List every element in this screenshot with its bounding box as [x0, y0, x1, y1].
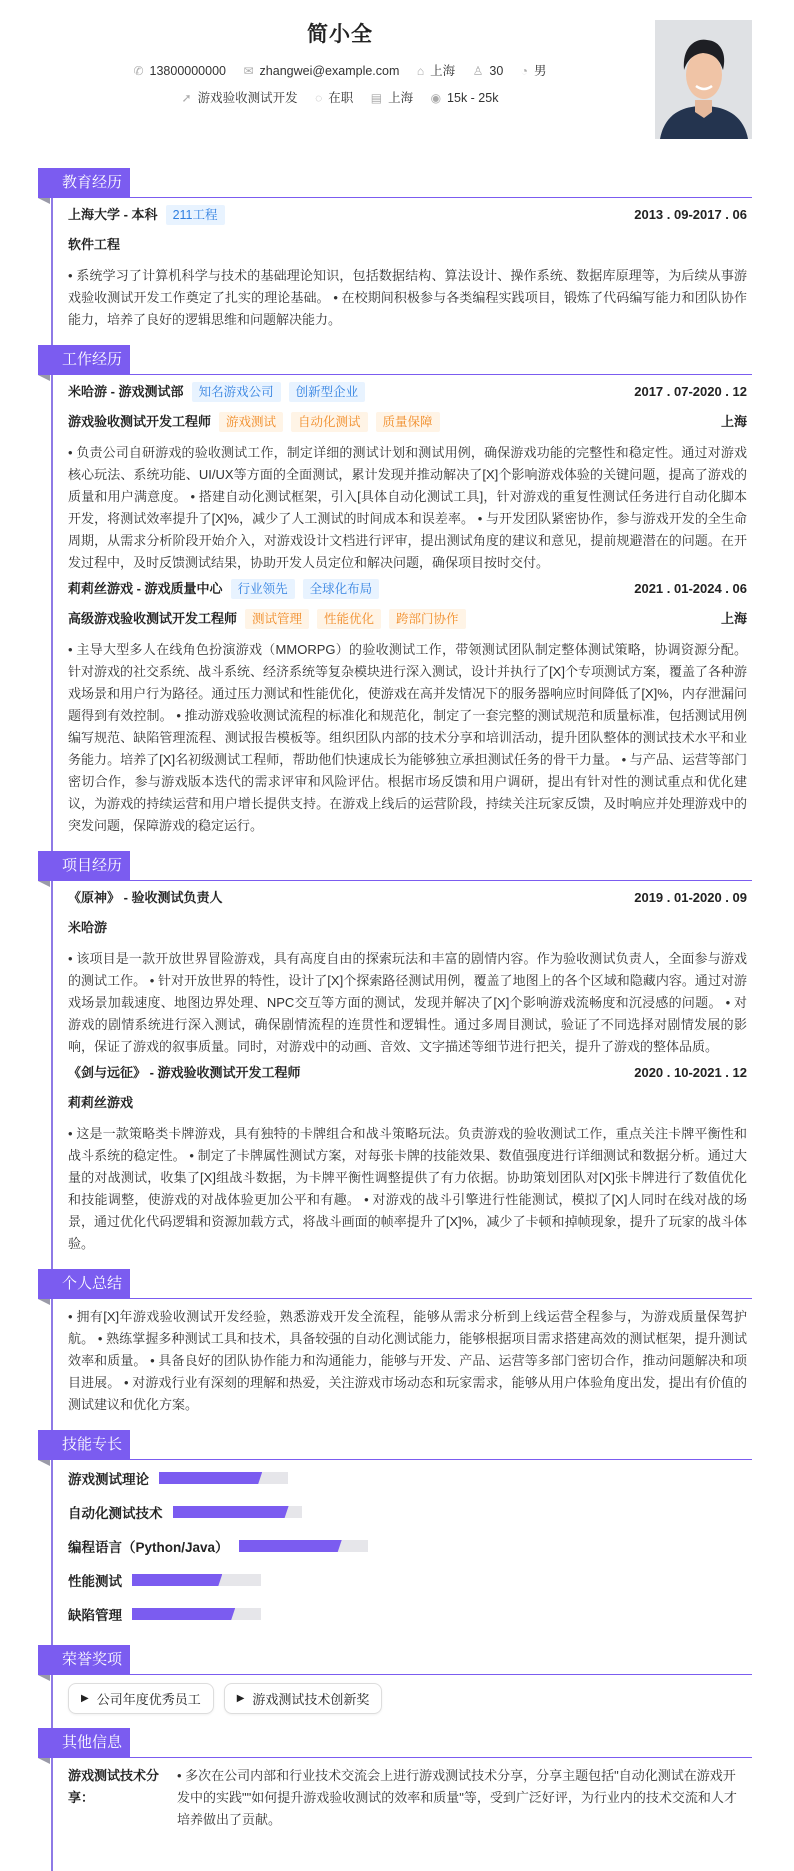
job-tag: 自动化测试 [291, 412, 368, 432]
work-desc: • 主导大型多人在线角色扮演游戏（MMORPG）的验收测试工作，带领测试团队制定整体测试策略，协调资源分配。针对游戏的社交系统、战斗系统、经济系统等复杂模块进行深入测试，设计并执行了[X]个专项测试方案，覆盖了各种游戏场景和用户行为路径。通过压力测试和性能优化，使游戏在高并发情况下的服务器响应时间降低了[X]%，内存泄漏问题得到有效控制。 • 推动游戏验收测试流程的标准化和规范化，制定了一套完整的测试规范和质量标准，包括测试用例编写规范、缺陷管理流程、测试报告模板等。组织团队内部的技术分享和培训活动，提升团队整体的测试技术水平和业务能力。培养了[X]名初级测试工程师，帮助他们快速成长为能够独立承担测试任务的骨干力量。 • 与产品、运营等部门密切合作，参与游戏版本迭代的需求评审和风险评估。根据市场反馈和用户调研，提出有针对性的测试重点和优化建议，为游戏的持续运营和用户增长提供支持。在游戏上线后的运营阶段，持续关注玩家反馈，及时响应并处理游戏中的突发问题，保障游戏的稳定运行。 [68, 642, 747, 833]
section-title: 其他信息 [38, 1728, 130, 1758]
section-header [38, 1269, 752, 1299]
awards-list [68, 1683, 747, 1714]
gender-text: 男 [534, 64, 547, 78]
award-item [68, 1683, 214, 1714]
building-icon: ▤ [370, 91, 383, 105]
email-item [243, 64, 399, 78]
section-header [38, 1728, 752, 1758]
section-title: 个人总结 [38, 1269, 130, 1299]
education-desc: • 系统学习了计算机科学与技术的基础理论知识，包括数据结构、算法设计、操作系统、数据库原理等，为后续从事游戏验收测试开发工作奠定了扎实的理论基础。 • 在校期间积极参与各类编程实践项目，锻炼了代码编写能力和团队协作能力，培养了良好的逻辑思维和问题解决能力。 [68, 268, 747, 327]
other-section [38, 1728, 752, 1871]
work-title-row [68, 407, 747, 437]
summary-text: • 拥有[X]年游戏验收测试开发经验，熟悉游戏开发全流程，能够从需求分析到上线运营全程参与，为游戏质量保驾护航。 • 熟练掌握多种测试工具和技术，具备较强的自动化测试能力，能够根据项目需求搭建高效的测试框架，提升测试效率和质量。 • 具备良好的团队协作能力和沟通能力，能够与开发、产品、运营等多部门密切合作，推动问题解决和项目进展。 • 对游戏行业有深刻的理解和热爱，关注游戏市场动态和玩家需求，能够从用户体验角度出发，提出有价值的测试建议和优化方案。 [68, 1309, 747, 1412]
status-text: 在职 [328, 91, 354, 105]
skill-bar [132, 1574, 261, 1586]
skill-bar [159, 1472, 288, 1484]
work-company-row [68, 574, 747, 604]
section-title: 项目经历 [38, 851, 130, 881]
honors-section [38, 1645, 752, 1714]
skill-bar [132, 1608, 261, 1620]
company-tag: 知名游戏公司 [192, 382, 281, 402]
header-fold [38, 1460, 50, 1466]
company-tag: 创新型企业 [289, 382, 366, 402]
header-fold [38, 881, 50, 887]
phone-text: 13800000000 [149, 64, 226, 78]
job-tag: 测试管理 [245, 609, 309, 629]
section-title: 荣誉奖项 [38, 1645, 130, 1675]
header-fold [38, 1299, 50, 1305]
major: 软件工程 [68, 237, 121, 252]
skill-item [68, 1597, 414, 1631]
section-title: 技能专长 [38, 1430, 130, 1460]
avatar-photo [655, 20, 752, 139]
phone-item [133, 64, 226, 78]
skills-list [38, 1460, 752, 1631]
phone-icon: ✆ [133, 64, 144, 78]
salary-item [431, 91, 499, 105]
work-company-row [68, 377, 747, 407]
header-fold [38, 198, 50, 204]
project-desc: • 这是一款策略类卡牌游戏，具有独特的卡牌组合和战斗策略玩法。负责游戏的验收测试工作，重点关注卡牌平衡性和战斗系统的稳定性。 • 制定了卡牌属性测试方案，对每张卡牌的技能效果、数值强度进行详细测试和数据分析。通过大量的对战测试，收集了[X]组战斗数据，为卡牌平衡性调整提供了有力依据。协助策划团队对[X]张卡牌进行了数值优化和技能调整，使游戏的对战体验更加公平和有趣。 • 对游戏的战斗引擎进行性能测试，模拟了[X]人同时在线对战的场景，通过优化代码逻辑和资源加载方式，将战斗画面的帧率提升了[X]%，减少了卡顿和掉帧现象，提升了玩家的战斗体验。 [68, 1126, 747, 1251]
location-item [417, 61, 455, 79]
job-tag: 跨部门协作 [389, 609, 466, 629]
play-triangle-icon: ▶ [81, 1693, 89, 1704]
section-title: 教育经历 [38, 168, 130, 198]
section-header [38, 851, 752, 881]
skills-section [38, 1430, 752, 1631]
job-city: 上海 [720, 414, 747, 429]
email-text: zhangwei@example.com [259, 64, 400, 78]
work-section [38, 345, 752, 837]
work-date: 2017 . 07-2020 . 12 [634, 384, 747, 399]
target-job-text: 游戏验收测试开发 [197, 91, 298, 105]
target-city-item [371, 88, 413, 106]
award-name: 游戏测试技术创新奖 [252, 1692, 370, 1707]
skill-item [68, 1529, 414, 1563]
section-header [38, 345, 752, 375]
section-header [38, 1430, 752, 1460]
work-date: 2021 . 01-2024 . 06 [634, 581, 747, 596]
header-fold [38, 1758, 50, 1764]
project-row [68, 1058, 747, 1088]
skill-bar [239, 1540, 368, 1552]
mail-icon: ✉ [243, 64, 254, 78]
header-fold [38, 375, 50, 381]
skill-name: 编程语言（Python/Java） [68, 1540, 229, 1555]
education-section [38, 168, 752, 331]
skill-bar [173, 1506, 302, 1518]
status-icon: ◌ [315, 91, 323, 105]
salary-icon: ◉ [430, 91, 442, 105]
location-text: 上海 [430, 64, 456, 78]
project-company: 莉莉丝游戏 [68, 1095, 134, 1110]
company-name: 莉莉丝游戏 - 游戏质量中心 [68, 581, 223, 596]
education-date: 2013 . 09-2017 . 06 [634, 207, 747, 222]
other-item [68, 1765, 747, 1871]
header-fold [38, 1675, 50, 1681]
gender-icon: ◔ [520, 64, 529, 78]
skill-bar-fill [132, 1608, 235, 1620]
school-name: 上海大学 - 本科 [68, 207, 158, 222]
contact-info-row [0, 61, 680, 79]
project-date: 2020 . 10-2021 . 12 [634, 1065, 747, 1080]
candidate-name: 简小全 [307, 23, 373, 46]
section-title: 工作经历 [38, 345, 130, 375]
skill-name: 自动化测试技术 [68, 1506, 163, 1521]
skill-bar-fill [173, 1506, 289, 1518]
section-header [38, 168, 752, 198]
skill-name: 性能测试 [68, 1574, 122, 1589]
work-title-row [68, 604, 747, 634]
award-item [224, 1683, 383, 1714]
summary-section [38, 1269, 752, 1416]
resume-header [0, 0, 794, 168]
company-name: 米哈游 - 游戏测试部 [68, 384, 184, 399]
skill-bar-fill [239, 1540, 342, 1552]
skill-bar-fill [159, 1472, 262, 1484]
project-name: 《剑与远征》 - 游戏验收测试开发工程师 [68, 1065, 301, 1080]
project-company: 米哈游 [68, 920, 108, 935]
school-tag: 211工程 [166, 205, 225, 225]
project-name: 《原神》 - 验收测试负责人 [68, 890, 223, 905]
work-desc: • 负责公司自研游戏的验收测试工作，制定详细的测试计划和测试用例，确保游戏功能的完整性和稳定性。通过对游戏核心玩法、系统功能、UI/UX等方面的全面测试，累计发现并推动解决了[X]个影响游戏体验的关键问题，提高了游戏的质量和用户满意度。 • 搭建自动化测试框架，引入[具体自动化测试工具]，针对游戏的重复性测试任务进行自动化脚本开发，将测试效率提升了[X]%，减少了人工测试的时间成本和误差率。 • 与开发团队紧密协作，参与游戏开发的全生命周期，从需求分析阶段开始介入，对游戏设计文档进行评审，提出测试角度的建议和意见，提前规避潜在的问题。在开发过程中，及时反馈测试结果，协助开发人员定位和解决问题，确保项目按时交付。 [68, 445, 747, 570]
award-name: 公司年度优秀员工 [96, 1692, 201, 1707]
play-triangle-icon: ▶ [236, 1693, 245, 1704]
age-icon: ♙ [472, 64, 484, 78]
company-tag: 全球化布局 [303, 579, 380, 599]
status-item [315, 88, 353, 106]
skill-name: 游戏测试理论 [68, 1472, 149, 1487]
age-item [473, 64, 504, 78]
job-intent-row [0, 88, 680, 106]
projects-section [38, 851, 752, 1255]
skill-item [68, 1495, 414, 1529]
education-row [68, 200, 747, 230]
skill-item [68, 1563, 414, 1597]
project-desc: • 该项目是一款开放世界冒险游戏，具有高度自由的探索玩法和丰富的剧情内容。作为验收测试负责人，全面参与游戏的测试工作。 • 针对开放世界的特性，设计了[X]个探索路径测试用例，覆盖了地图上的各个区域和隐藏内容。通过对游戏场景加载速度、地图边界处理、NPC交互等方面的测试，发现并解决了[X]个影响游戏流畅度和沉浸感的问题。 • 对游戏的剧情系统进行深入测试，确保剧情流程的连贯性和逻辑性。通过多周目测试，验证了不同选择对剧情发展的影响，保证了游戏的叙事质量。同时，对游戏中的动画、音效、文字描述等细节进行把关，提升了游戏的整体品质。 [68, 951, 747, 1054]
job-title: 游戏验收测试开发工程师 [68, 414, 212, 429]
project-row [68, 883, 747, 913]
age-text: 30 [489, 64, 504, 78]
salary-text: 15k - 25k [447, 91, 499, 105]
project-date: 2019 . 01-2020 . 09 [634, 890, 747, 905]
section-header [38, 1645, 752, 1675]
job-tag: 质量保障 [376, 412, 440, 432]
other-label: 游戏测试技术分享： [68, 1768, 160, 1805]
job-tag: 游戏测试 [219, 412, 283, 432]
target-job-icon: ➚ [181, 91, 192, 105]
gender-item [521, 61, 547, 79]
other-text: • 多次在公司内部和行业技术交流会上进行游戏测试技术分享，分享主题包括"自动化测试在游戏开发中的实践""如何提升游戏验收测试的效率和质量"等，受到广泛好评，为行业内的技术交流和人才培养做出了贡献。 [177, 1768, 737, 1827]
skill-item [68, 1461, 414, 1495]
company-tag: 行业领先 [231, 579, 295, 599]
target-job-item [182, 88, 298, 106]
target-city-text: 上海 [388, 91, 414, 105]
job-title: 高级游戏验收测试开发工程师 [68, 611, 238, 626]
job-tag: 性能优化 [317, 609, 381, 629]
job-city: 上海 [720, 611, 747, 626]
home-icon: ⌂ [416, 64, 425, 78]
skill-name: 缺陷管理 [68, 1608, 122, 1623]
skill-bar-fill [132, 1574, 222, 1586]
